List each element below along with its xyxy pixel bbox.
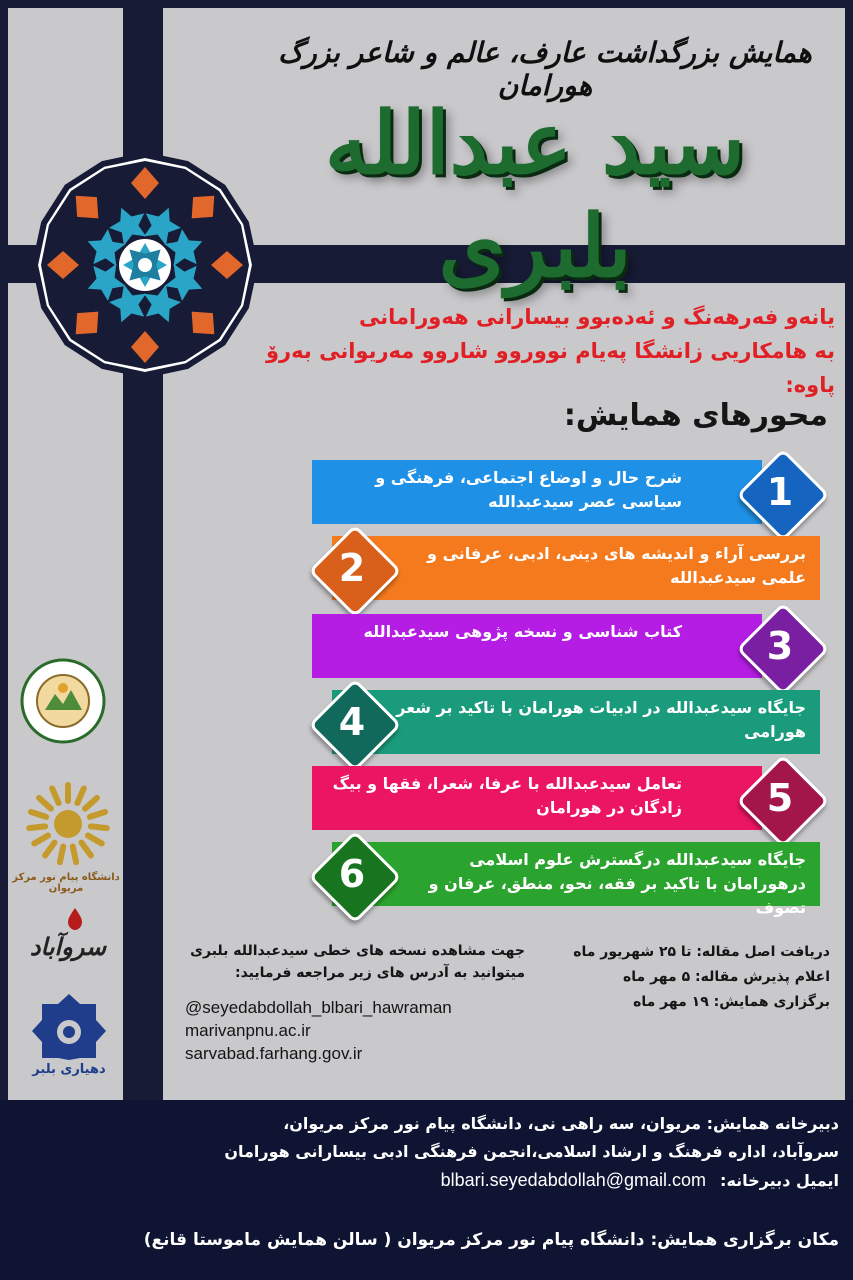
axis-number: 2 bbox=[338, 546, 366, 590]
main-title: سید عبدالله بلبری bbox=[324, 93, 746, 298]
axis-number: 1 bbox=[766, 470, 794, 514]
invite-line-2: بە هامکاریی زانشگا پەیام نووروو شاروو مەریوانی بەرۆ پاوە: bbox=[266, 339, 835, 397]
secretariat-email-label: ایمیل دبیرخانه: bbox=[720, 1171, 839, 1190]
axis-bar: کتاب شناسی و نسخه پژوهی سیدعبدالله bbox=[312, 614, 762, 678]
frame-top bbox=[0, 0, 853, 8]
dahyari-label: دهیاری بلبر bbox=[32, 1062, 106, 1077]
secretariat-email-link[interactable]: blbari.seyedabdollah@gmail.com bbox=[440, 1170, 707, 1190]
instagram-handle-link[interactable]: @seyedabdollah_blbari_hawraman bbox=[185, 998, 452, 1017]
axis-number: 3 bbox=[766, 624, 794, 668]
axis-item-4 bbox=[312, 690, 820, 754]
axis-number: 5 bbox=[766, 776, 794, 820]
manuscripts-note-line-2: میتوانید به آدرس های زیر مراجعه فرمایید: bbox=[234, 965, 525, 981]
frame-left bbox=[0, 0, 8, 1100]
iran-emblem-icon bbox=[62, 906, 88, 932]
venue-line: مکان برگزاری همایش: دانشگاه پیام نور مرکز مریوان ( سالن همایش ماموستا قانع) bbox=[143, 1230, 839, 1250]
axis-number: 6 bbox=[338, 852, 366, 896]
footer bbox=[0, 1100, 853, 1280]
axis-item-1 bbox=[312, 460, 820, 524]
axis-bar: تعامل سیدعبدالله با عرفا، شعرا، فقها و بیگ زادگان در هورامان bbox=[312, 766, 762, 830]
axis-item-2 bbox=[312, 536, 820, 600]
invite-line-1: یانەو فەرهەنگ و ئەدەبوو بیسارانی هەورامانی bbox=[359, 305, 835, 329]
date-submission: دریافت اصل مقاله: تا ۲۵ شهریور ماه bbox=[573, 944, 830, 960]
manuscripts-note-line-1: جهت مشاهده نسخه های خطی سیدعبدالله بلبری bbox=[190, 943, 525, 959]
axis-bar: شرح حال و اوضاع اجتماعی، فرهنگی و سیاسی عصر سیدعبدالله bbox=[312, 460, 762, 524]
axis-number: 4 bbox=[338, 700, 366, 744]
axis-item-6 bbox=[312, 842, 820, 917]
axis-item-5 bbox=[312, 766, 820, 830]
axis-bar: بررسی آراء و اندیشه های دینی، ادبی، عرفانی و علمی سیدعبدالله bbox=[332, 536, 820, 600]
axis-bar: جایگاه سیدعبدالله در ادبیات هورامان با تاکید بر شعر هورامی bbox=[332, 690, 820, 754]
manuscript-links bbox=[185, 996, 525, 1065]
secretariat-email-row bbox=[441, 1170, 839, 1191]
sarvabad-label: سروآباد bbox=[29, 932, 107, 961]
event-subtitle: همایش بزرگداشت عارف، عالم و شاعر بزرگ هورامان bbox=[278, 36, 812, 102]
axis-bar: جایگاه سیدعبدالله درگسترش علوم اسلامی درهورامان با تاکید بر فقه، نحو، منطق، عرفان و تصوف bbox=[332, 842, 820, 906]
secretariat-line-1: دبیرخانه همایش: مریوان، سه راهی نی، دانشگاه پیام نور مرکز مریوان، bbox=[283, 1114, 839, 1133]
date-acceptance: اعلام پذیرش مقاله: ۵ مهر ماه bbox=[623, 969, 830, 985]
dahyari-logo-icon bbox=[28, 992, 110, 1062]
university-website-link[interactable]: marivanpnu.ac.ir bbox=[185, 1021, 311, 1040]
rosette-ornament-icon bbox=[30, 150, 260, 380]
date-conference: برگزاری همایش: ۱۹ مهر ماه bbox=[633, 994, 830, 1010]
axis-item-3 bbox=[312, 614, 820, 678]
axes-title: محورهای همایش: bbox=[563, 398, 828, 433]
association-logo-icon bbox=[20, 658, 106, 744]
invite-text bbox=[230, 300, 835, 402]
payame-noor-label: دانشگاه پیام نور مرکز مریوان bbox=[12, 872, 120, 894]
dates-block bbox=[560, 940, 830, 1015]
payame-noor-logo-icon bbox=[22, 778, 114, 870]
manuscripts-note bbox=[185, 940, 525, 984]
frame-right bbox=[845, 0, 853, 1100]
secretariat-line-2: سروآباد، اداره فرهنگ و ارشاد اسلامی،انجمن فرهنگی ادبی بیسارانی هورامان bbox=[224, 1142, 839, 1161]
culture-office-website-link[interactable]: sarvabad.farhang.gov.ir bbox=[185, 1044, 363, 1063]
